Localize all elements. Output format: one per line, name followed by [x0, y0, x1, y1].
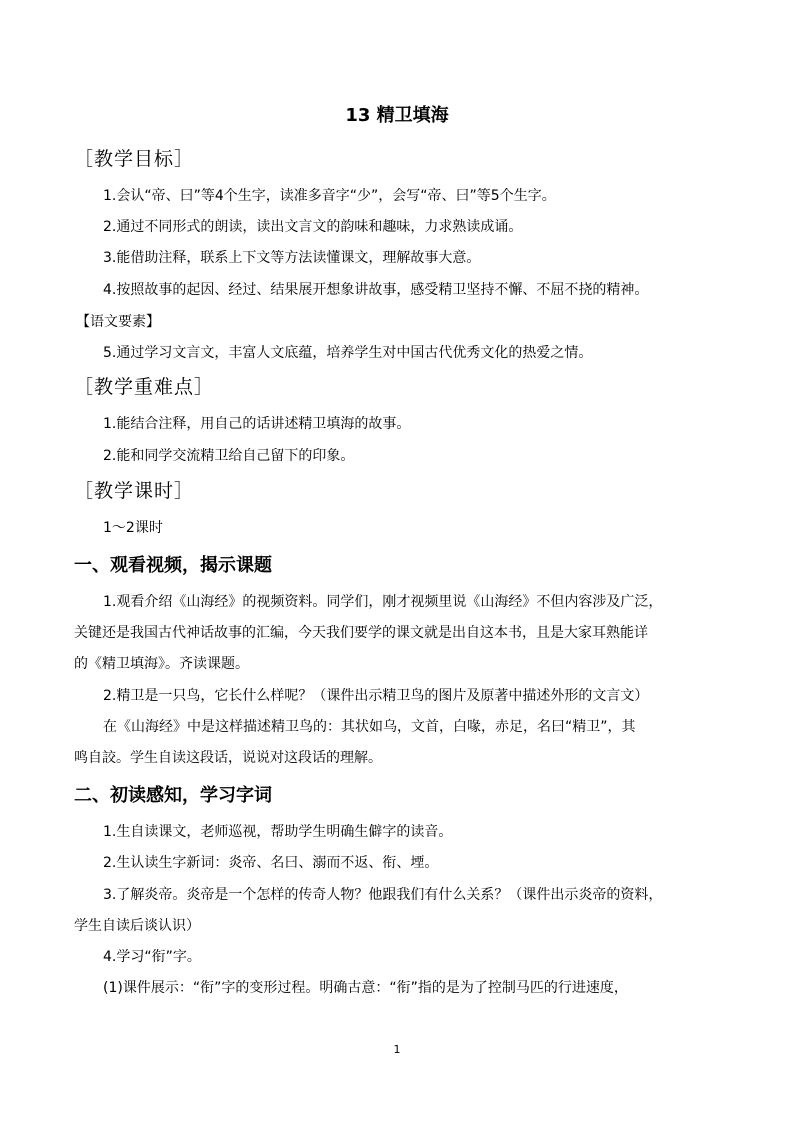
key-point-1: 1.能结合注释，用自己的话讲述精卫填海的故事。 [103, 416, 411, 432]
key-point-2: 2.能和同学交流精卫给自己留下的印象。 [103, 448, 355, 464]
part1-paragraph-3: 在《山海经》中是这样描述精卫鸟的：其状如乌，文首，白喙，赤足，名曰“精卫”，其 [103, 719, 636, 735]
part2-paragraph-2: 2.生认读生字新词：炎帝、名曰、溺而不返、衔、堙。 [103, 855, 439, 871]
part2-paragraph-1: 1.生自读课文，老师巡视，帮助学生明确生僻字的读音。 [103, 824, 453, 840]
part2-paragraph-3: 3.了解炎帝。炎帝是一个怎样的传奇人物？他跟我们有什么关系？（课件出示炎帝的资料， [103, 887, 663, 903]
yuwen-label: 【语文要素】 [76, 314, 160, 330]
part2-paragraph-5: (1)课件展示：“衔”字的变形过程。明确古意：“衔”指的是为了控制马匹的行进速度， [103, 980, 628, 996]
page-number: 1 [393, 1043, 401, 1056]
goal-item-5: 5.通过学习文言文，丰富人文底蕴，培养学生对中国古代优秀文化的热爱之情。 [103, 345, 593, 361]
part1-paragraph-2: 2.精卫是一只鸟，它长什么样呢？（课件出示精卫鸟的图片及原著中描述外形的文言文） [103, 688, 649, 704]
document-title: 13 精卫填海 [345, 105, 449, 126]
part2-paragraph-4: 4.学习“衔”字。 [103, 949, 201, 965]
goal-item-1: 1.会认“帝、曰”等4个生字，读准多音字“少”，会写“帝、曰”等5个生字。 [103, 188, 556, 204]
goal-item-2: 2.通过不同形式的朗读，读出文言文的韵味和趣味，力求熟读成诵。 [103, 219, 523, 235]
part1-paragraph-1-cont: 关键还是我国古代神话故事的汇编，今天我们要学的课文就是出自这本书，且是大家耳熟能详 [74, 625, 648, 641]
part1-paragraph-1: 1.观看介绍《山海经》的视频资料。同学们，刚才视频里说《山海经》不但内容涉及广泛， [103, 594, 663, 610]
part1-heading: 一、观看视频，揭示课题 [74, 555, 272, 576]
hours-text: 1～2课时 [103, 520, 163, 536]
goal-item-3: 3.能借助注释，联系上下文等方法读懂课文，理解故事大意。 [103, 250, 481, 266]
goal-item-4: 4.按照故事的起因、经过、结果展开想象讲故事，感受精卫坚持不懈、不屈不挠的精神。 [103, 282, 649, 298]
section-heading-goals: ［教学目标］ [74, 148, 195, 170]
part2-heading: 二、初读感知，学习字词 [74, 785, 272, 806]
part2-paragraph-3-cont: 学生自读后谈认识） [74, 918, 200, 934]
part1-paragraph-1-end: 的《精卫填海》。齐读课题。 [74, 656, 249, 672]
part1-paragraph-3-cont: 鸣自詨。学生自读这段话，说说对这段话的理解。 [74, 750, 382, 766]
section-heading-hours: ［教学课时］ [74, 480, 195, 502]
section-heading-key-points: ［教学重难点］ [74, 376, 215, 398]
